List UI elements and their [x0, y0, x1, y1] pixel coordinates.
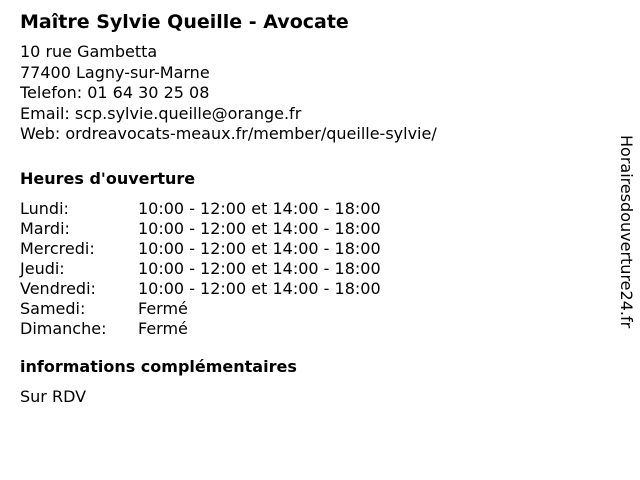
- email-address: Email: scp.sylvie.queille@orange.fr: [20, 103, 302, 123]
- hours-row-thursday: [20, 259, 600, 279]
- business-card: [20, 10, 600, 407]
- opening-hours-table: [20, 199, 600, 339]
- site-watermark: Horairesdouverture24.fr: [617, 135, 636, 329]
- hours-time-value: 10:00 - 12:00 et 14:00 - 18:00: [138, 278, 381, 298]
- hours-row-friday: [20, 279, 600, 299]
- hours-day-label: Dimanche:: [20, 318, 107, 338]
- page-title: Maître Sylvie Queille - Avocate: [20, 11, 349, 33]
- additional-info-text: Sur RDV: [20, 386, 87, 406]
- hours-row-sunday: [20, 319, 600, 339]
- address-block: [20, 42, 600, 145]
- hours-time-value: 10:00 - 12:00 et 14:00 - 18:00: [138, 198, 381, 218]
- hours-time-value: 10:00 - 12:00 et 14:00 - 18:00: [138, 238, 381, 258]
- hours-time-value: 10:00 - 12:00 et 14:00 - 18:00: [138, 258, 381, 278]
- hours-day-label: Lundi:: [20, 198, 69, 218]
- hours-day-label: Mercredi:: [20, 238, 95, 258]
- hours-row-tuesday: [20, 219, 600, 239]
- website-address: Web: ordreavocats-meaux.fr/member/queille-sylvie/: [20, 124, 437, 143]
- hours-row-saturday: [20, 299, 600, 319]
- hours-time-value: Fermé: [138, 298, 188, 318]
- hours-day-label: Samedi:: [20, 298, 86, 318]
- additional-info-heading: informations complémentaires: [20, 356, 297, 376]
- hours-day-label: Vendredi:: [20, 278, 96, 298]
- hours-day-label: Mardi:: [20, 218, 70, 238]
- phone-number: Telefon: 01 64 30 25 08: [20, 83, 210, 102]
- opening-hours-heading: Heures d'ouverture: [20, 168, 196, 188]
- hours-day-label: Jeudi:: [20, 258, 65, 278]
- hours-time-value: 10:00 - 12:00 et 14:00 - 18:00: [138, 218, 381, 238]
- street-address: 10 rue Gambetta: [20, 42, 158, 61]
- hours-row-wednesday: [20, 239, 600, 259]
- hours-time-value: Fermé: [138, 318, 188, 338]
- hours-row-monday: [20, 199, 600, 219]
- city-address: 77400 Lagny-sur-Marne: [20, 62, 210, 82]
